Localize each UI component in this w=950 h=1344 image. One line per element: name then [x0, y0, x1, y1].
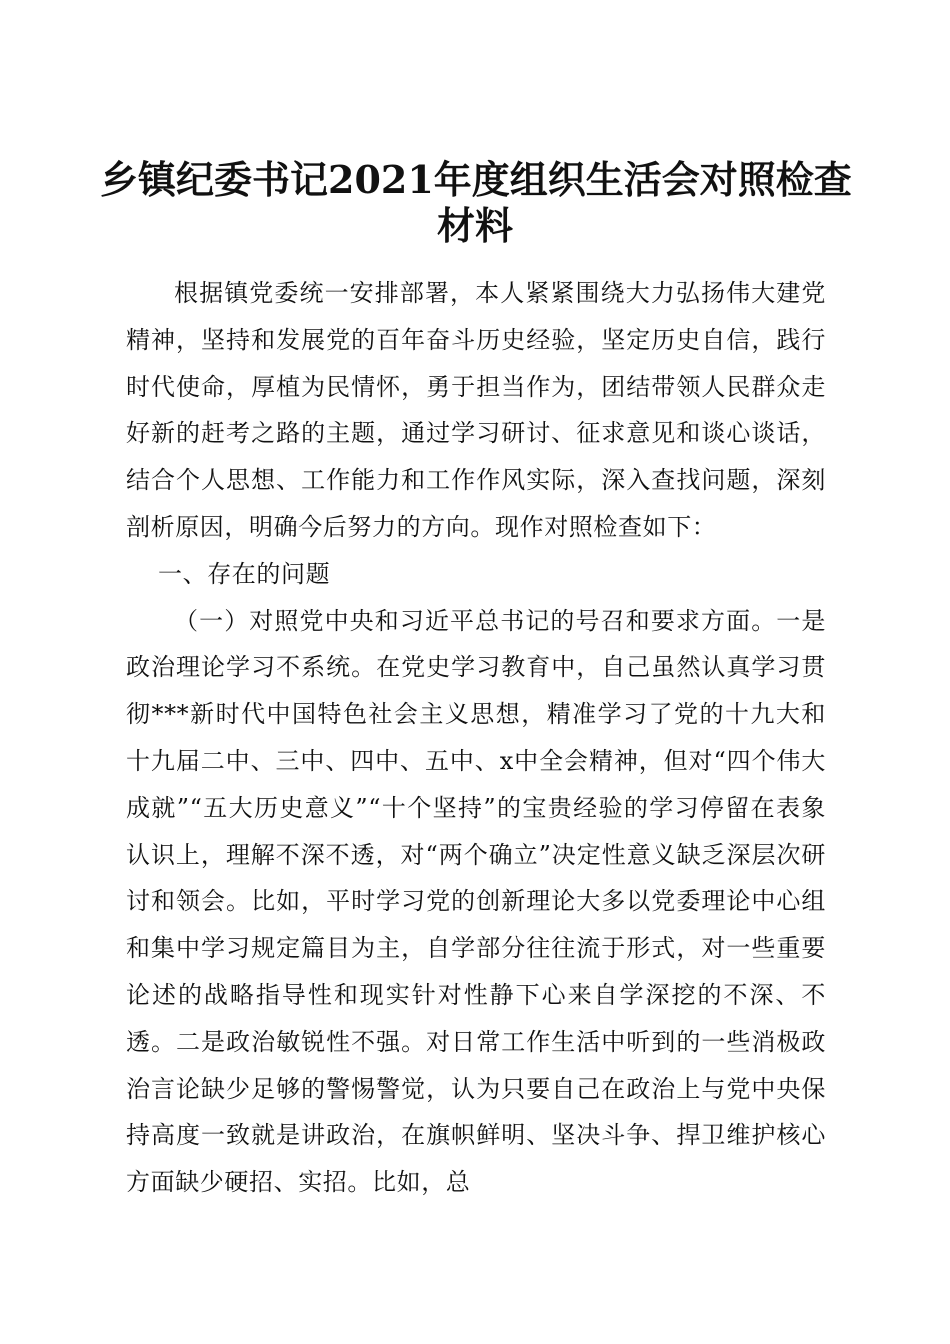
intro-paragraph: 根据镇党委统一安排部署，本人紧紧围绕大力弘扬伟大建党精神，坚持和发展党的百年奋斗历史经验，坚定历史自信，践行时代使命，厚植为民情怀，勇于担当作为，团结带领人民群众走好新的赶考之路的主题，通过学习研讨、征求意见和谈心谈话，结合个人思想、工作能力和工作作风实际，深入查找问题，深刻剖析原因，明确今后努力的方向。现作对照检查如下： — [126, 279, 826, 541]
title-line-2: 材料 — [436, 203, 513, 249]
document-title — [100, 157, 850, 249]
title-line-1: 乡镇纪委书记2021年度组织生活会对照检查 — [100, 157, 852, 203]
section-heading: 一、存在的问题 — [158, 559, 331, 588]
section-paragraph: （一）对照党中央和习近平总书记的号召和要求方面。一是政治理论学习不系统。在党史学习教育中，自己虽然认真学习贯彻***新时代中国特色社会主义思想，精准学习了党的十九大和十九届二中、三中、四中、五中、x中全会精神，但对“四个伟大成就”“五大历史意义”“十个坚持”的宝贵经验的学习停留在表象认识上，理解不深不透，对“两个确立”决定性意义缺乏深层次研讨和领会。比如，平时学习党的创新理论大多以党委理论中心组和集中学习规定篇目为主，自学部分往往流于形式，对一些重要论述的战略指导性和现实针对性静下心来自学深挖的不深、不透。二是政治敏锐性不强。对日常工作生活中听到的一些消极政治言论缺少足够的警惕警觉，认为只要自己在政治上与党中央保持高度一致就是讲政治，在旗帜鲜明、坚决斗争、捍卫维护核心方面缺少硬招、实招。比如，总 — [126, 606, 826, 1197]
document-body — [126, 270, 826, 1206]
